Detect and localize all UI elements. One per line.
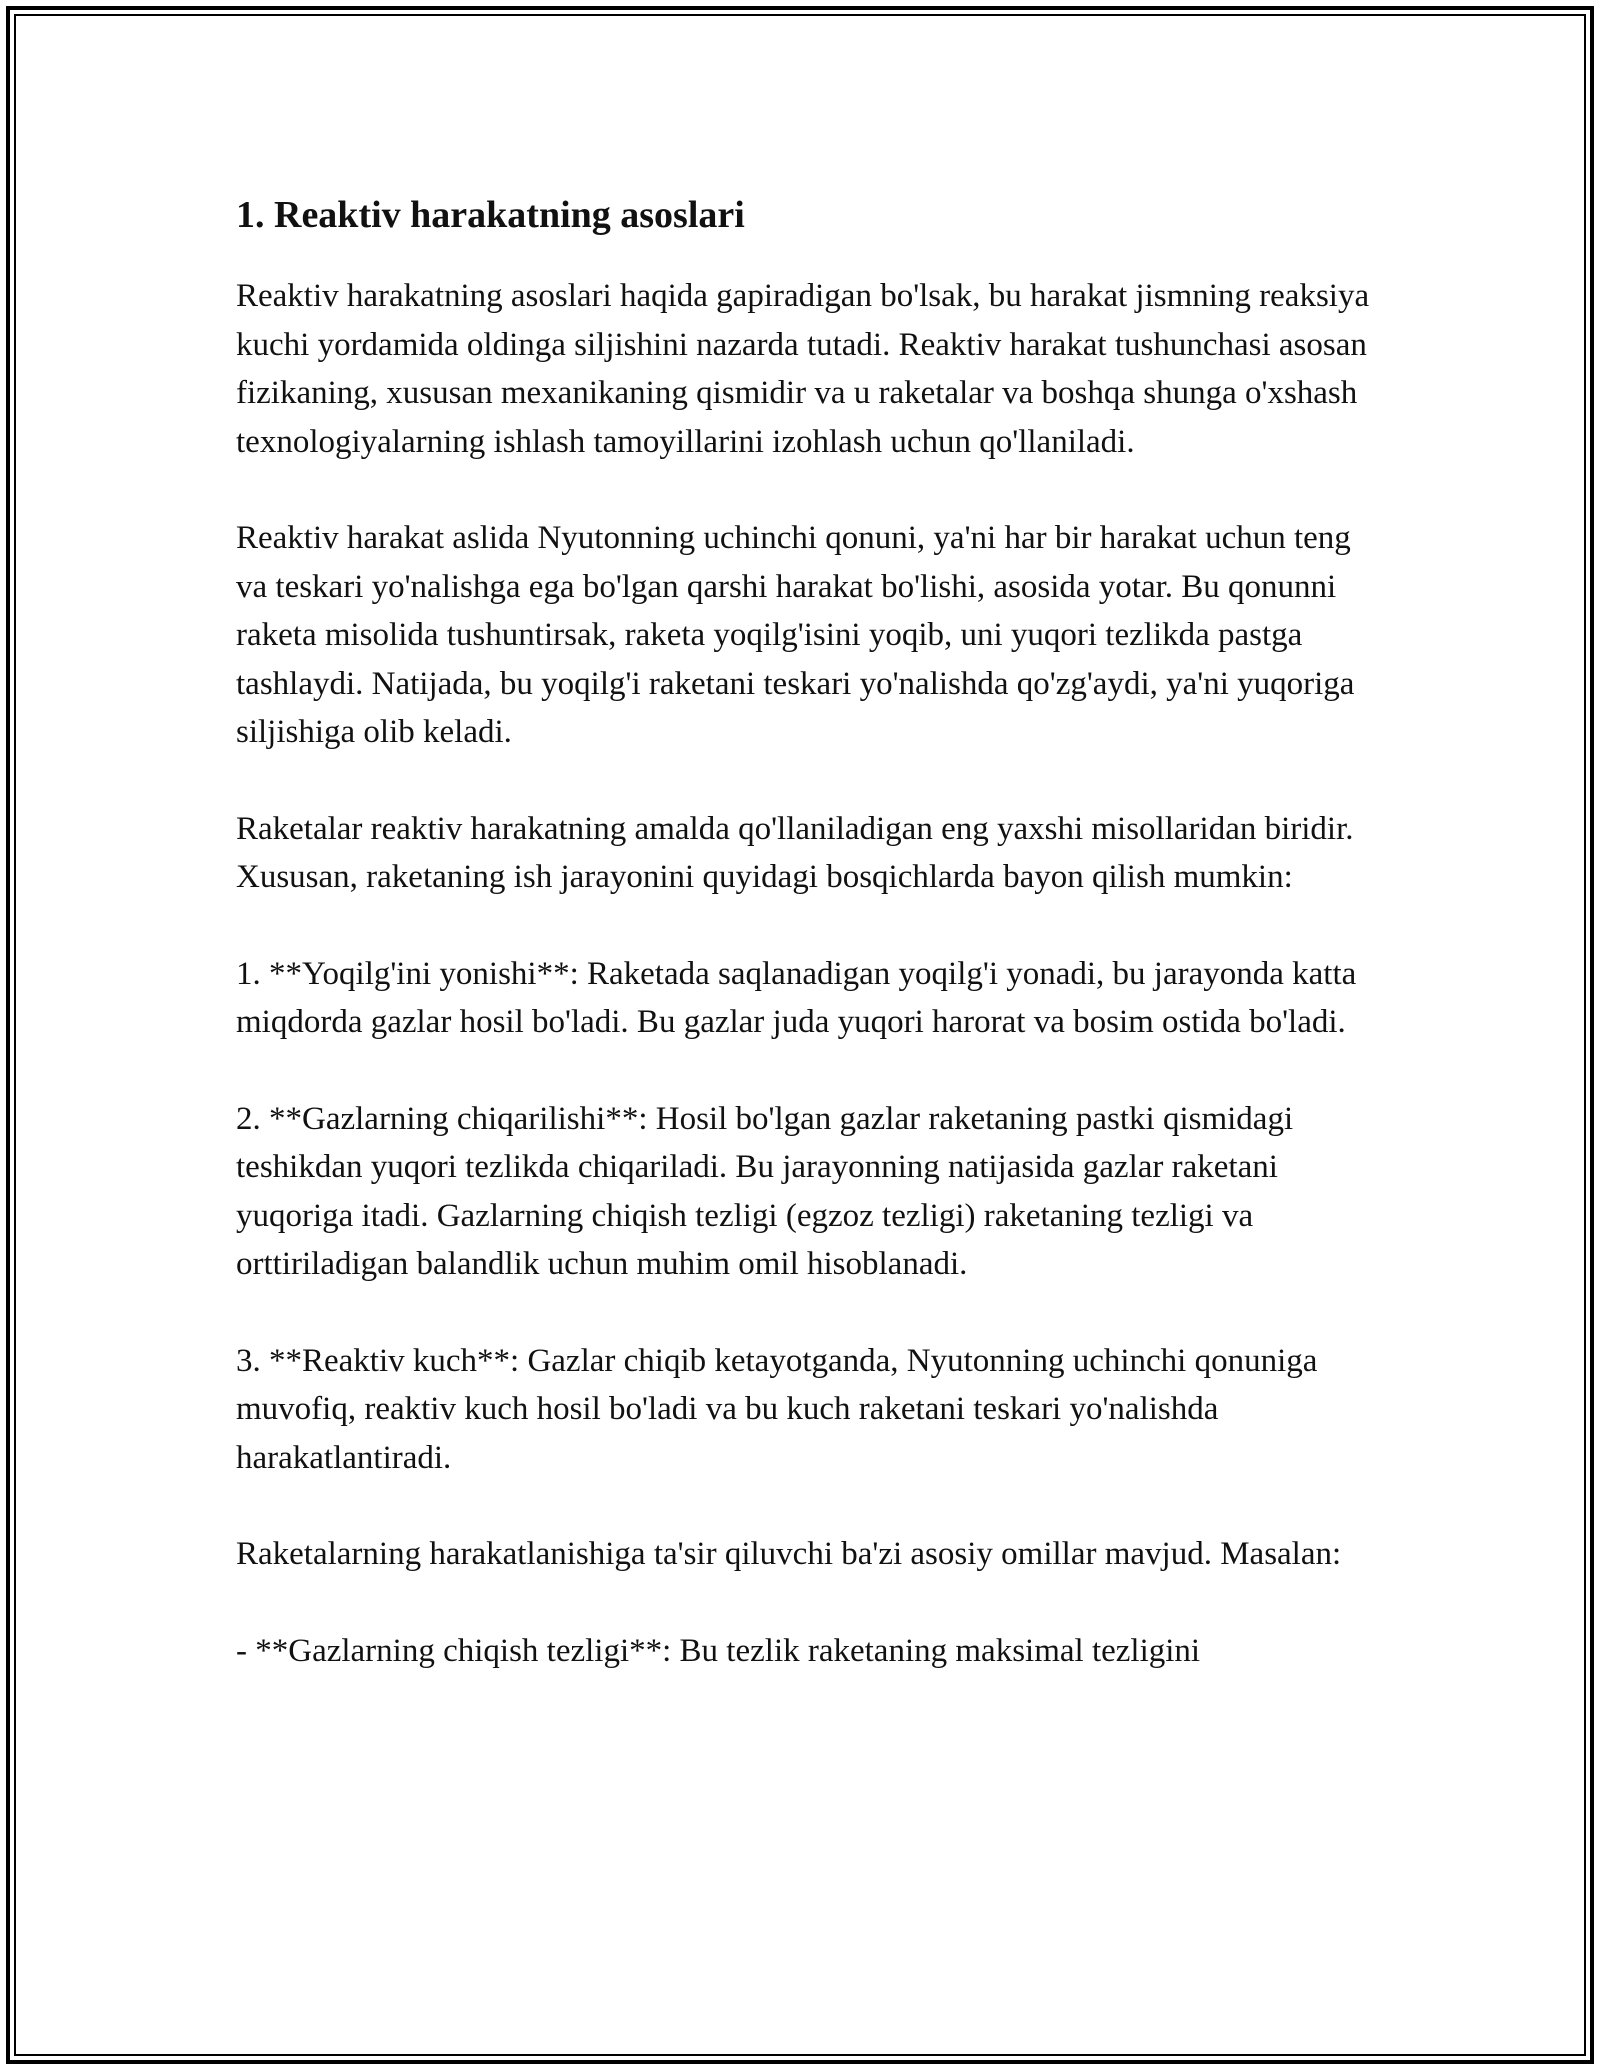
list-item-reactive-force: 3. **Reaktiv kuch**: Gazlar chiqib ketayotganda, Nyutonning uchinchi qonuniga muvofiq, reaktiv kuch hosil bo'ladi va bu kuch raketani teskari yo'nalishda harakatlantiradi. (236, 1342, 1318, 1476)
section-heading: 1. Reaktiv harakatning asoslari (236, 194, 745, 236)
document-body (236, 180, 1386, 1723)
paragraph-newton-law: Reaktiv harakat aslida Nyutonning uchinchi qonuni, ya'ni har bir harakat uchun teng va teskari yo'nalishga ega bo'lgan qarshi harakat bo'lishi, asosida yotar. Bu qonunni raketa misolida tushuntirsak, raketa yoqilg'isini yoqib, uni yuqori tezlikda pastga tashlaydi. Natijada, bu yoqilg'i raketani teskari yo'nalishda qo'zg'aydi, ya'ni yuqoriga siljishiga olib keladi. (236, 520, 1355, 750)
paragraph-rockets: Raketalar reaktiv harakatning amalda qo'llaniladigan eng yaxshi misollaridan biridir. Xususan, raketaning ish jarayonini quyidagi bosqichlarda bayon qilish mumkin: (236, 810, 1354, 895)
paragraph-intro: Reaktiv harakatning asoslari haqida gapiradigan bo'lsak, bu harakat jismning reaksiya kuchi yordamida oldinga siljishini nazarda tutadi. Reaktiv harakat tushunchasi asosan fizikaning, xususan mexanikaning qismidir va u raketalar va boshqa shunga o'xshash texnologiyalarning ishlash tamoyillarini izohlash uchun qo'llaniladi. (236, 278, 1370, 460)
list-item-gas-exhaust: 2. **Gazlarning chiqarilishi**: Hosil bo'lgan gazlar raketaning pastki qismidagi teshikdan yuqori tezlikda chiqariladi. Bu jarayonning natijasida gazlar raketani yuqoriga itadi. Gazlarning chiqish tezligi (egzoz tezligi) raketaning tezligi va orttiriladigan balandlik uchun muhim omil hisoblanadi. (236, 1100, 1294, 1282)
list-item-fuel-burning: 1. **Yoqilg'ini yonishi**: Raketada saqlanadigan yoqilg'i yonadi, bu jarayonda katta miqdorda gazlar hosil bo'ladi. Bu gazlar juda yuqori harorat va bosim ostida bo'ladi. (236, 955, 1357, 1040)
paragraph-factors: Raketalarning harakatlanishiga ta'sir qiluvchi ba'zi asosiy omillar mavjud. Masalan: (236, 1536, 1342, 1572)
list-item-exhaust-velocity: - **Gazlarning chiqish tezligi**: Bu tezlik raketaning maksimal tezligini (236, 1632, 1201, 1669)
